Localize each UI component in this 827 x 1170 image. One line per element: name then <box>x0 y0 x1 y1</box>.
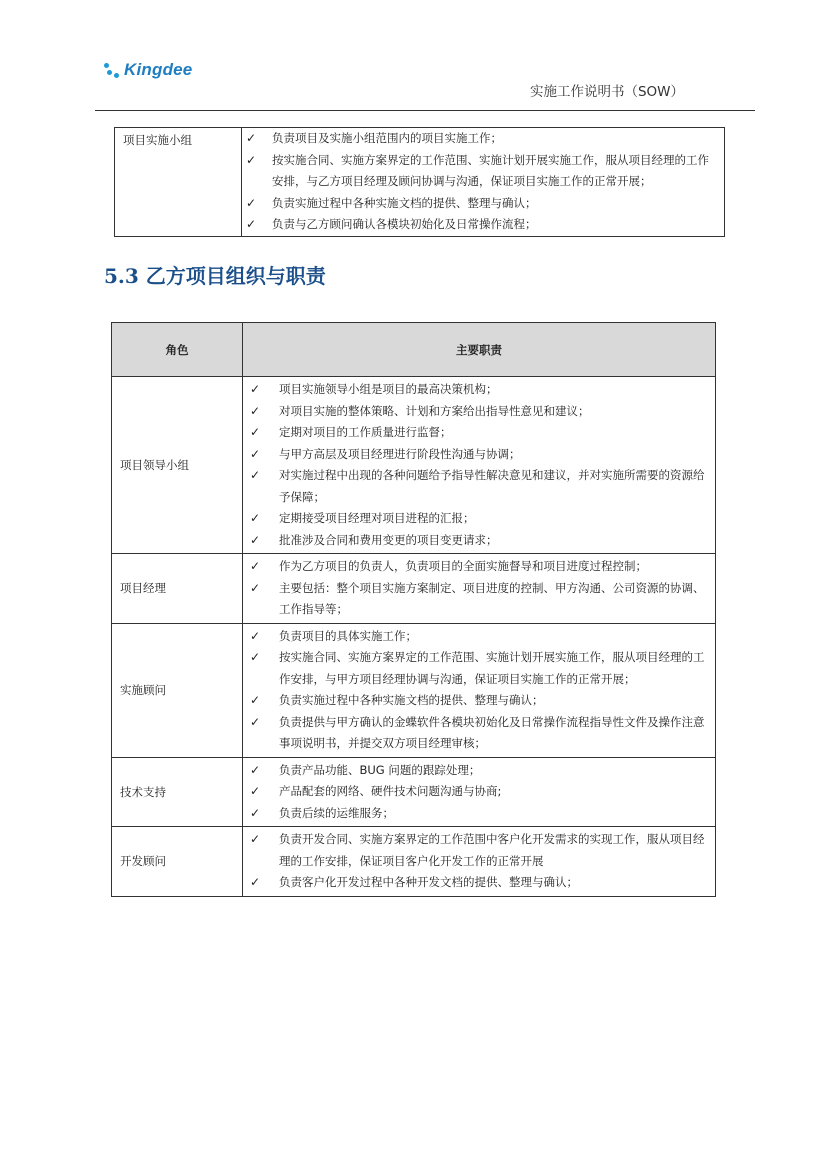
duties-cell <box>243 377 716 554</box>
duty-item: ✓ 负责与乙方顾问确认各模块初始化及日常操作流程； <box>242 214 724 236</box>
duty-item: ✓ 负责项目及实施小组范围内的项目实施工作； <box>242 128 724 150</box>
duty-item: ✓ 定期接受项目经理对项目进程的汇报； <box>243 508 715 530</box>
duty-item: ✓ 负责实施过程中各种实施文档的提供、整理与确认； <box>243 690 715 712</box>
duty-item: ✓ 批准涉及合同和费用变更的项目变更请求； <box>243 530 715 552</box>
duties-cell <box>243 554 716 624</box>
duty-item: ✓ 负责客户化开发过程中各种开发文档的提供、整理与确认； <box>243 872 715 894</box>
logo-text: Kingdee <box>124 60 193 79</box>
role-cell: 项目实施小组 <box>115 128 242 237</box>
duty-item: ✓ 负责产品功能、BUG 问题的跟踪处理； <box>243 760 715 782</box>
table-row <box>112 757 716 827</box>
table-row <box>112 827 716 897</box>
duties-cell <box>243 827 716 897</box>
duties-cell <box>243 623 716 757</box>
duty-item: ✓ 负责项目的具体实施工作； <box>243 626 715 648</box>
table-row <box>112 623 716 757</box>
role-cell: 开发顾问 <box>112 827 243 897</box>
duty-item: ✓ 按实施合同、实施方案界定的工作范围、实施计划开展实施工作，服从项目经理的工作安排，与甲方项目经理协调与沟通，保证项目实施工作的正常开展； <box>243 647 715 690</box>
kingdee-logo <box>104 58 192 82</box>
column-header-role: 角色 <box>112 323 243 377</box>
document-title: 实施工作说明书（SOW） <box>529 84 684 100</box>
duty-item: ✓ 产品配套的网络、硬件技术问题沟通与协商; <box>243 781 715 803</box>
duty-item: ✓ 主要包括：整个项目实施方案制定、项目进度的控制、甲方沟通、公司资源的协调、工作指导等； <box>243 578 715 621</box>
table-row <box>112 377 716 554</box>
duty-item: ✓ 定期对项目的工作质量进行监督； <box>243 422 715 444</box>
continued-responsibility-table <box>114 127 725 237</box>
role-cell: 实施顾问 <box>112 623 243 757</box>
duty-item: ✓ 负责实施过程中各种实施文档的提供、整理与确认； <box>242 193 724 215</box>
duty-item: ✓ 与甲方高层及项目经理进行阶段性沟通与协调； <box>243 444 715 466</box>
duty-item: ✓ 对项目实施的整体策略、计划和方案给出指导性意见和建议； <box>243 401 715 423</box>
table-header-row <box>112 323 716 377</box>
table-row <box>115 128 725 237</box>
table-row <box>112 554 716 624</box>
header-divider <box>95 110 755 111</box>
duties-cell <box>242 128 725 237</box>
column-header-duties: 主要职责 <box>243 323 716 377</box>
org-responsibility-table <box>111 322 716 897</box>
role-cell: 项目领导小组 <box>112 377 243 554</box>
duty-item: ✓ 负责提供与甲方确认的金蝶软件各模块初始化及日常操作流程指导性文件及操作注意事项说明书，并提交双方项目经理审核； <box>243 712 715 755</box>
role-cell: 技术支持 <box>112 757 243 827</box>
duty-item: ✓ 作为乙方项目的负责人，负责项目的全面实施督导和项目进度过程控制； <box>243 556 715 578</box>
duty-item: ✓ 按实施合同、实施方案界定的工作范围、实施计划开展实施工作，服从项目经理的工作安排，与乙方项目经理及顾问协调与沟通，保证项目实施工作的正常开展； <box>242 150 724 193</box>
duties-cell <box>243 757 716 827</box>
duty-item: ✓ 负责开发合同、实施方案界定的工作范围中客户化开发需求的实现工作，服从项目经理的工作安排，保证项目客户化开发工作的正常开展 <box>243 829 715 872</box>
duty-item: ✓ 项目实施领导小组是项目的最高决策机构； <box>243 379 715 401</box>
logo-dots-icon <box>104 58 124 82</box>
role-cell: 项目经理 <box>112 554 243 624</box>
duty-item: ✓ 负责后续的运维服务； <box>243 803 715 825</box>
section-heading: 5.3 乙方项目组织与职责 <box>104 264 326 288</box>
duty-item: ✓ 对实施过程中出现的各种问题给予指导性解决意见和建议，并对实施所需要的资源给予保障； <box>243 465 715 508</box>
